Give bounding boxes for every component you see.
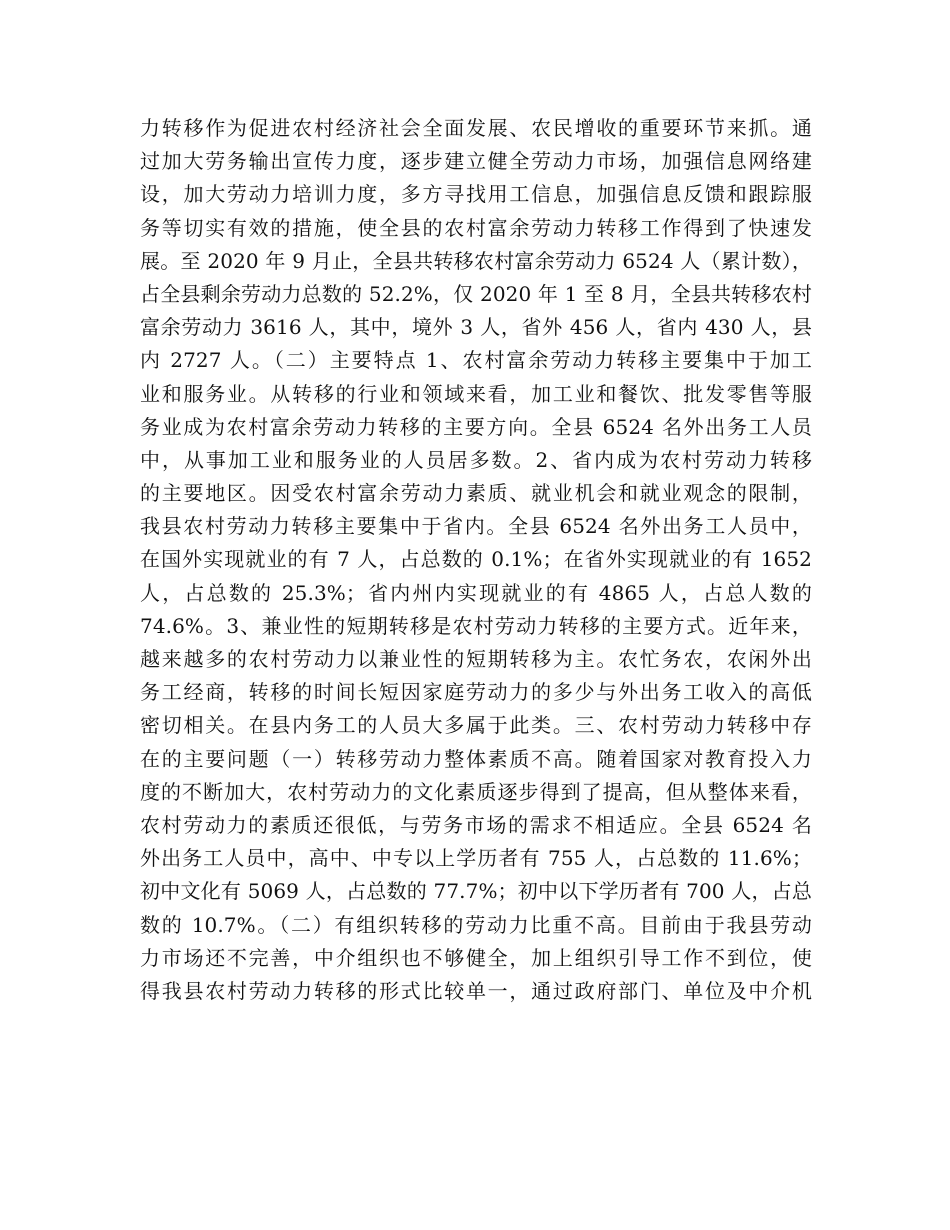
text-line: 力转移作为促进农村经济社会全面发展、农民增收的重要环节来抓。通 bbox=[140, 116, 812, 140]
text-line: 外出务工人员中，高中、中专以上学历者有 755 人，占总数的 11.6%； bbox=[140, 846, 812, 871]
text-line: 务业成为农村富余劳动力转移的主要方向。全县 6524 名外出务工人员 bbox=[140, 414, 812, 439]
text-line: 农村劳动力的素质还很低，与劳务市场的需求不相适应。全县 6524 名 bbox=[140, 812, 812, 837]
text-line: 初中文化有 5069 人，占总数的 77.7%；初中以下学历者有 700 人，占总 bbox=[140, 879, 812, 904]
text-line: 富余劳动力 3616 人，其中，境外 3 人，省外 456 人，省内 430 人，县 bbox=[140, 315, 812, 340]
text-line: 力市场还不完善，中介组织也不够健全，加上组织引导工作不到位，使 bbox=[140, 945, 812, 970]
text-line: 的主要地区。因受农村富余劳动力素质、就业机会和就业观念的限制， bbox=[140, 481, 812, 506]
text-line: 务等切实有效的措施，使全县的农村富余劳动力转移工作得到了快速发 bbox=[140, 215, 812, 240]
text-line: 内 2727 人。（二）主要特点 1、农村富余劳动力转移主要集中于加工 bbox=[140, 348, 812, 373]
text-line: 过加大劳务输出宣传力度，逐步建立健全劳动力市场，加强信息网络建 bbox=[140, 149, 812, 174]
text-line: 在国外实现就业的有 7 人，占总数的 0.1%；在省外实现就业的有 1652 bbox=[140, 547, 812, 572]
text-line: 数的 10.7%。（二）有组织转移的劳动力比重不高。目前由于我县劳动 bbox=[140, 912, 812, 937]
text-line: 在的主要问题（一）转移劳动力整体素质不高。随着国家对教育投入力 bbox=[140, 746, 812, 771]
text-line: 74.6%。3、兼业性的短期转移是农村劳动力转移的主要方式。近年来， bbox=[140, 613, 812, 638]
text-line: 越来越多的农村劳动力以兼业性的短期转移为主。农忙务农，农闲外出 bbox=[140, 647, 812, 671]
text-line: 密切相关。在县内务工的人员大多属于此类。三、农村劳动力转移中存 bbox=[140, 713, 812, 738]
text-line: 设，加大劳动力培训力度，多方寻找用工信息，加强信息反馈和跟踪服 bbox=[140, 182, 812, 207]
text-line: 中，从事加工业和服务业的人员居多数。2、省内成为农村劳动力转移 bbox=[140, 447, 812, 472]
text-line: 占全县剩余劳动力总数的 52.2%，仅 2020 年 1 至 8 月，全县共转移农村 bbox=[140, 281, 812, 306]
text-line: 我县农村劳动力转移主要集中于省内。全县 6524 名外出务工人员中， bbox=[140, 514, 812, 539]
text-line: 业和服务业。从转移的行业和领域来看，加工业和餐饮、批发零售等服 bbox=[140, 381, 812, 406]
text-line: 展。至 2020 年 9 月止，全县共转移农村富余劳动力 6524 人（累计数）， bbox=[140, 248, 812, 273]
text-line: 人，占总数的 25.3%；省内州内实现就业的有 4865 人，占总人数的 bbox=[140, 580, 812, 605]
text-line: 务工经商，转移的时间长短因家庭劳动力的多少与外出务工收入的高低 bbox=[140, 680, 812, 705]
body-text bbox=[140, 112, 812, 1008]
text-line: 度的不断加大，农村劳动力的文化素质逐步得到了提高，但从整体来看， bbox=[140, 779, 812, 804]
text-line: 得我县农村劳动力转移的形式比较单一，通过政府部门、单位及中介机 bbox=[140, 978, 812, 1003]
